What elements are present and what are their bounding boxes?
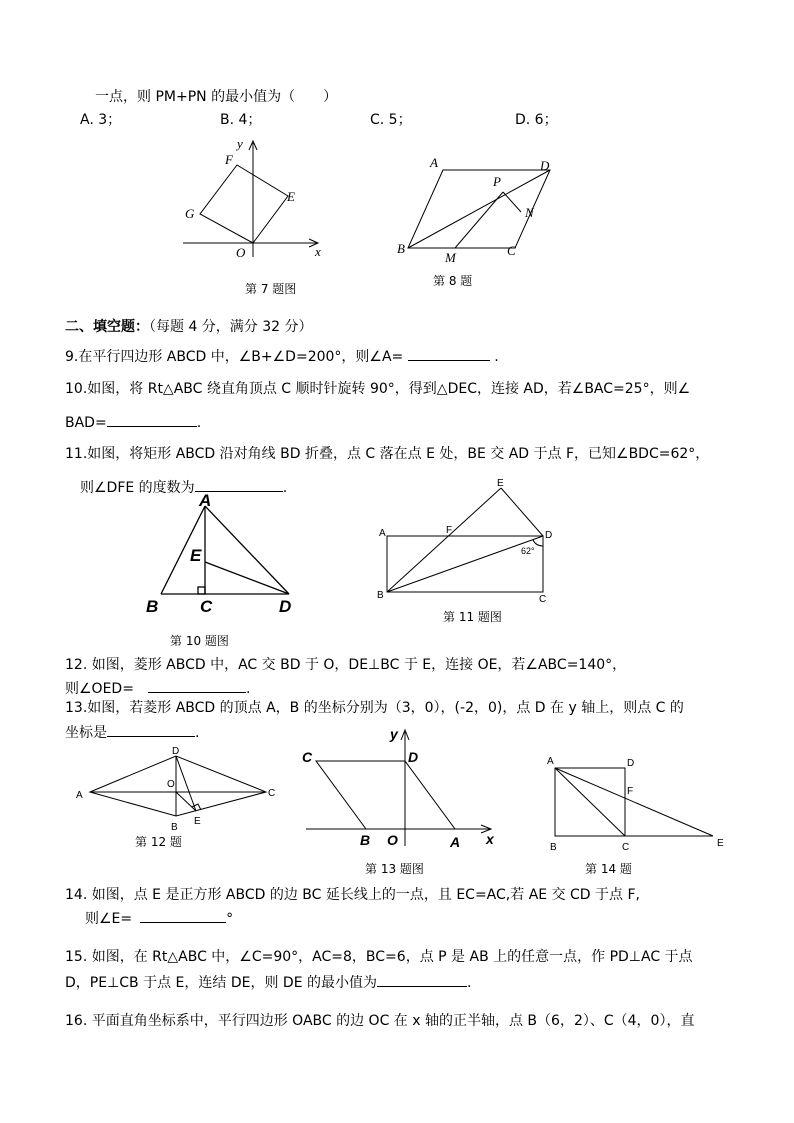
fig14-caption: 第 14 题 [585, 862, 632, 876]
figure-10 [143, 492, 303, 622]
fig7-label-g: G [185, 206, 195, 221]
q16-line1: 16. 平面直角坐标系中，平行四边形 OABC 的边 OC 在 x 轴的正半轴，点 B（6，2）、C（4，0），直 [65, 1013, 695, 1029]
fig10-side-ad [205, 506, 289, 594]
q13-tail: . [195, 725, 200, 741]
fig8-segment-pn [503, 192, 521, 212]
fig14-label-b: B [550, 842, 557, 853]
q8-option-c[interactable]: C. 5； [370, 112, 412, 128]
q8-option-d[interactable]: D. 6； [515, 112, 558, 128]
q10-tail: . [196, 415, 202, 431]
fig11-label-c: C [539, 594, 547, 605]
fig11-label-d: D [545, 530, 553, 541]
fig10-label-e: E [190, 546, 202, 565]
q15-line2 [65, 972, 471, 992]
q9-answer-blank[interactable] [408, 346, 490, 361]
q14-tail: ° [226, 911, 234, 927]
fig10-label-c: C [200, 597, 213, 616]
fig7-label-o: O [236, 245, 246, 260]
q12-line2-text: 则∠OED= [65, 681, 134, 697]
fig14-label-c: C [622, 842, 630, 853]
fig10-label-b: B [146, 597, 159, 616]
fig12-label-b: B [171, 822, 178, 833]
section-2-note: （每题 4 分，满分 32 分） [149, 319, 313, 335]
fig14-label-d: D [627, 758, 635, 769]
q13-answer-blank[interactable] [107, 722, 195, 737]
q12-line1: 12. 如图，菱形 ABCD 中，AC 交 BD 于 O，DE⊥BC 于 E，连接 OE，若∠ABC=140°， [65, 657, 627, 673]
q11-tail: . [282, 480, 288, 496]
q9-text: 9.在平行四边形 ABCD 中，∠B+∠D=200°，则∠A= [65, 349, 404, 365]
fig11-segment-be [387, 488, 501, 592]
q15-line2-text: D，PE⊥CB 于点 E，连结 DE，则 DE 的最小值为 [65, 975, 377, 991]
figure-8 [393, 155, 563, 265]
q8-option-b[interactable]: B. 4； [220, 112, 262, 128]
fig10-right-angle [198, 587, 205, 594]
fig12-caption: 第 12 题 [135, 835, 182, 849]
figure-12 [72, 744, 282, 834]
fig7-label-f: F [225, 152, 233, 167]
fig12-rhombus [90, 756, 266, 816]
fig7-caption: 第 7 题图 [245, 282, 297, 296]
fig14-label-f: F [627, 786, 634, 797]
fig12-label-d: D [172, 746, 180, 757]
section-2-heading [65, 318, 313, 336]
fig8-label-m: M [445, 250, 456, 265]
q15-answer-blank[interactable] [377, 972, 467, 987]
fig14-diagonal-ac [555, 768, 625, 836]
q13-line2 [65, 722, 199, 742]
fig7-label-x: x [315, 244, 321, 259]
fig10-segment-ed [205, 562, 289, 594]
fig8-label-d: D [540, 158, 550, 173]
fig8-segment-pm [455, 192, 503, 248]
fig8-caption: 第 8 题 [433, 274, 473, 288]
figure-13 [298, 726, 503, 856]
q13-line1: 13.如图，若菱形 ABCD 的顶点 A，B 的坐标分别为（3，0），(-2，0)，点 D 在 y 轴上，则点 C 的 [65, 700, 684, 716]
fig13-rhombus [316, 761, 455, 829]
q9-tail: . [494, 349, 499, 365]
fig11-segment-ed [501, 488, 543, 536]
q12-answer-blank[interactable] [148, 678, 246, 693]
fig7-label-y: y [237, 136, 243, 151]
fig8-label-b: B [397, 241, 405, 256]
fig8-label-n: N [525, 205, 534, 220]
q8-option-a[interactable]: A. 3； [80, 112, 122, 128]
fig13-label-x: x [486, 831, 494, 847]
q10-answer-blank[interactable] [107, 412, 197, 427]
fig13-label-b: B [360, 832, 371, 848]
figure-11 [375, 476, 560, 606]
q14-answer-blank[interactable] [140, 908, 226, 923]
q10-line2-text: BAD= [65, 415, 107, 431]
fig11-label-e: E [497, 478, 504, 489]
fig13-label-a: A [450, 834, 461, 850]
fig7-square [200, 165, 288, 243]
figure-7 [175, 135, 335, 265]
fig13-label-y: y [390, 726, 398, 742]
fig11-label-angle: 62° [521, 546, 535, 556]
fig12-label-e: E [194, 816, 201, 827]
section-2-title: 二、填空题： [65, 319, 149, 335]
fig11-label-b: B [377, 590, 384, 601]
fig13-caption: 第 13 题图 [365, 862, 424, 876]
q10-line1: 10.如图，将 Rt△ABC 绕直角顶点 C 顺时针旋转 90°，得到△DEC，连接 AD，若∠BAC=25°，则∠ [65, 381, 691, 397]
fig8-label-p: P [493, 174, 501, 189]
fig10-caption: 第 10 题图 [170, 634, 229, 648]
fig13-label-d: D [408, 749, 419, 765]
q12-line2 [65, 678, 250, 698]
fig10-label-a: A [199, 491, 212, 510]
q10-line2 [65, 412, 201, 432]
q14-line1: 14. 如图，点 E 是正方形 ABCD 的边 BC 延长线上的一点，且 EC=AC,若 AE 交 CD 于点 F, [65, 887, 640, 903]
fig13-label-o: O [387, 832, 398, 848]
fig12-label-a: A [76, 790, 83, 801]
fig14-label-a: A [547, 756, 554, 767]
fig8-label-c: C [507, 243, 516, 258]
q15-line1: 15. 如图，在 Rt△ABC 中，∠C=90°，AC=8，BC=6，点 P 是 AB 上的任意一点，作 PD⊥AC 于点 [65, 949, 693, 965]
q13-line2-text: 坐标是 [65, 725, 107, 741]
fig10-label-d: D [279, 597, 292, 616]
q11-line1: 11.如图，将矩形 ABCD 沿对角线 BD 折叠，点 C 落在点 E 处，BE 交 AD 于点 F，已知∠BDC=62°， [65, 446, 710, 462]
figure-14 [545, 754, 735, 854]
q14-line2 [85, 908, 233, 928]
question-9 [65, 346, 499, 366]
q8-stem-tail: 一点，则 PM+PN 的最小值为（ ） [95, 89, 338, 105]
fig11-caption: 第 11 题图 [443, 610, 502, 624]
fig11-label-f: F [446, 525, 453, 536]
q15-tail: . [467, 975, 472, 991]
fig14-segment-ae [555, 768, 713, 836]
fig11-label-a: A [379, 528, 386, 539]
fig13-label-c: C [302, 749, 313, 765]
q11-line2-text: 则∠DFE 的度数为 [80, 480, 195, 496]
fig11-diagonal-bd [387, 536, 543, 592]
fig12-label-o: O [167, 779, 175, 790]
fig12-segment-de [176, 756, 196, 811]
fig8-label-a: A [430, 155, 438, 170]
fig14-label-e: E [717, 838, 724, 849]
fig7-label-e: E [287, 189, 295, 204]
q11-answer-blank[interactable] [195, 477, 283, 492]
q14-line2-text: 则∠E= [85, 911, 133, 927]
fig12-label-c: C [268, 788, 276, 799]
q12-tail: . [245, 681, 251, 697]
